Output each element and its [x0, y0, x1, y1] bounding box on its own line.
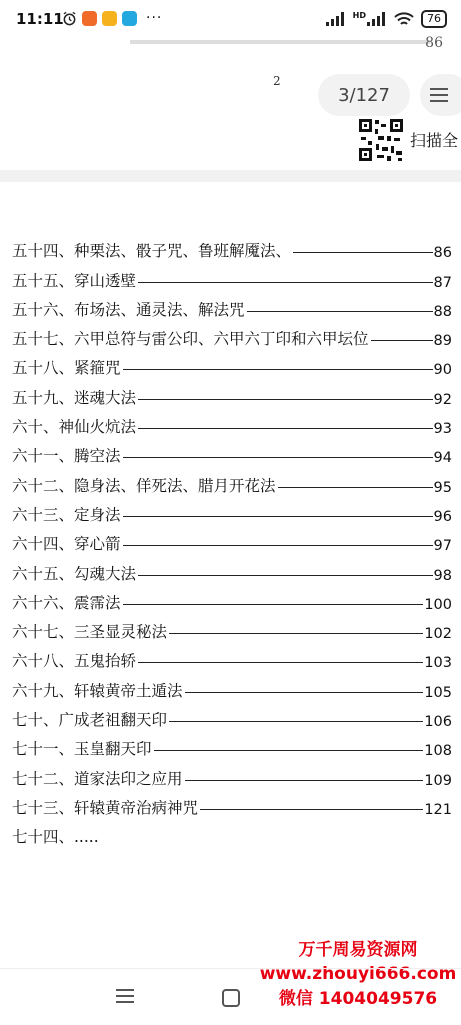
page-divider: [0, 170, 461, 182]
toc-leader-line: [138, 282, 433, 283]
toc-entry-title: 七十二、道家法印之应用: [12, 769, 183, 788]
toc-leader-line: [154, 750, 424, 751]
toc-entry-page: 92: [433, 391, 452, 408]
toc-entry[interactable]: [12, 730, 452, 759]
battery-icon: 76: [421, 10, 447, 28]
toc-entry[interactable]: [12, 789, 452, 818]
toc-leader-line: [247, 311, 433, 312]
toc-entry-page: 100: [424, 596, 452, 613]
toc-entry[interactable]: [12, 759, 452, 788]
toc-entry[interactable]: [12, 701, 452, 730]
page-indicator[interactable]: 3/127: [318, 74, 410, 116]
toc-entry-page: 121: [424, 801, 452, 818]
toc-leader-line: [138, 399, 433, 400]
toc-entry-page: 87: [433, 274, 452, 291]
toc-entry-title: 六十一、腾空法: [12, 447, 121, 466]
status-bar: [0, 0, 461, 40]
toc-entry-title: 六十九、轩辕黄帝土遁法: [12, 681, 183, 700]
toc-entry[interactable]: [12, 554, 452, 583]
watermark-site-name: 万千周易资源网: [298, 940, 418, 960]
toc-entry-title: 五十七、六甲总符与雷公印、六甲六丁印和六甲坛位: [12, 330, 369, 349]
toc-entry[interactable]: [12, 232, 452, 261]
home-icon[interactable]: [222, 989, 240, 1007]
toc-entry-page: 96: [433, 508, 452, 525]
qr-code-icon[interactable]: [358, 118, 404, 162]
recent-apps-icon[interactable]: [116, 989, 134, 1003]
toc-entry-title: 六十、神仙火炕法: [12, 418, 137, 437]
toc-leader-line: [185, 692, 424, 693]
toc-entry-page: 89: [433, 333, 452, 350]
toc-entry[interactable]: [12, 818, 452, 847]
toc-leader-line: [200, 809, 423, 810]
toc-entry-title: 六十六、震霈法: [12, 593, 121, 612]
toc-entry[interactable]: [12, 291, 452, 320]
toc-entry[interactable]: [12, 349, 452, 378]
toc-entry[interactable]: [12, 613, 452, 642]
alarm-icon: [62, 11, 77, 26]
toc-entry-title: 五十九、迷魂大法: [12, 388, 137, 407]
watermark-contact: 微信 1404049576: [278, 989, 438, 1009]
toc-entry-title: 六十二、隐身法、佯死法、腊月开花法: [12, 476, 276, 495]
app-notification-icon: [82, 11, 97, 26]
toc-entry[interactable]: [12, 378, 452, 407]
toc-entry-title: 七十、广成老祖翻天印: [12, 711, 168, 730]
toc-entry-page: 95: [433, 479, 452, 496]
menu-icon: [430, 87, 448, 103]
toc-entry[interactable]: [12, 642, 452, 671]
wifi-icon: [394, 12, 414, 27]
reader-menu-button[interactable]: [420, 74, 461, 116]
scan-label: 扫描全: [410, 131, 459, 150]
toc-entry-page: 88: [433, 303, 452, 320]
toc-leader-line: [138, 575, 433, 576]
toc-entry[interactable]: [12, 496, 452, 525]
toc-entry[interactable]: [12, 466, 452, 495]
toc-entry-page: 90: [433, 362, 452, 379]
table-of-contents: [12, 232, 452, 847]
toc-entry-page: 103: [424, 655, 452, 672]
toc-entry[interactable]: [12, 671, 452, 700]
toc-entry-page: 108: [424, 743, 452, 760]
toc-entry-page: 105: [424, 684, 452, 701]
toc-leader-line: [138, 428, 433, 429]
toc-leader-line: [123, 457, 433, 458]
toc-leader-line: [169, 721, 423, 722]
toc-leader-line: [123, 545, 433, 546]
more-notifications-icon: ···: [146, 10, 163, 26]
toc-leader-line: [123, 604, 424, 605]
signal-icon: [326, 12, 346, 26]
system-icons: [326, 10, 447, 28]
app-notification-icon: [102, 11, 117, 26]
toc-entry-title: 五十八、紧箍咒: [12, 359, 121, 378]
toc-entry-page: 97: [433, 538, 452, 555]
toc-entry-title: 六十七、三圣显灵秘法: [12, 623, 168, 642]
app-notification-icon: [122, 11, 137, 26]
toc-entry-page: 94: [433, 450, 452, 467]
toc-leader-line: [123, 369, 433, 370]
toc-leader-line: [138, 662, 423, 663]
navigation-bar: [0, 968, 461, 1025]
toc-entry-title: 七十三、轩辕黄帝治病神咒: [12, 798, 199, 817]
toc-entry-page: 106: [424, 714, 452, 731]
notification-icons: [62, 10, 162, 26]
toc-entry-page: 102: [424, 626, 452, 643]
toc-entry-page: 109: [424, 772, 452, 789]
toc-entry[interactable]: [12, 584, 452, 613]
clock: 11:11: [16, 10, 64, 28]
toc-entry-title: 七十一、玉皇翻天印: [12, 740, 152, 759]
signal-icon: [367, 12, 387, 26]
toc-entry-page: 86: [433, 245, 452, 262]
toc-entry-title: 六十三、定身法: [12, 505, 121, 524]
toc-entry-title: 六十五、勾魂大法: [12, 564, 137, 583]
watermark-url: www.zhouyi666.com: [259, 964, 457, 984]
network-label: HD: [352, 10, 366, 20]
toc-entry-title: 六十八、五鬼抬轿: [12, 652, 137, 671]
previous-page-edge: [130, 40, 430, 44]
toc-entry-title: 五十四、种栗法、骰子咒、鲁班解魇法、: [12, 242, 292, 261]
previous-page-number: 86: [425, 35, 443, 51]
toc-leader-line: [293, 252, 433, 253]
toc-leader-line: [278, 487, 433, 488]
toc-leader-line: [123, 516, 433, 517]
toc-entry[interactable]: [12, 437, 452, 466]
toc-leader-line: [371, 340, 433, 341]
toc-entry-title: 五十六、布场法、通灵法、解法咒: [12, 300, 245, 319]
toc-leader-line: [169, 633, 423, 634]
toc-leader-line: [185, 780, 424, 781]
toc-entry-page: 98: [433, 567, 452, 584]
toc-entry[interactable]: [12, 320, 452, 349]
toc-entry-title: 六十四、穿心箭: [12, 535, 121, 554]
toc-entry[interactable]: [12, 261, 452, 290]
toc-entry-title: 五十五、穿山透壁: [12, 271, 137, 290]
toc-entry-page: 93: [433, 421, 452, 438]
toc-entry-title: 七十四、.....: [12, 828, 99, 847]
toc-entry[interactable]: [12, 525, 452, 554]
page-footer-number: 2: [273, 74, 281, 88]
toc-entry[interactable]: [12, 408, 452, 437]
